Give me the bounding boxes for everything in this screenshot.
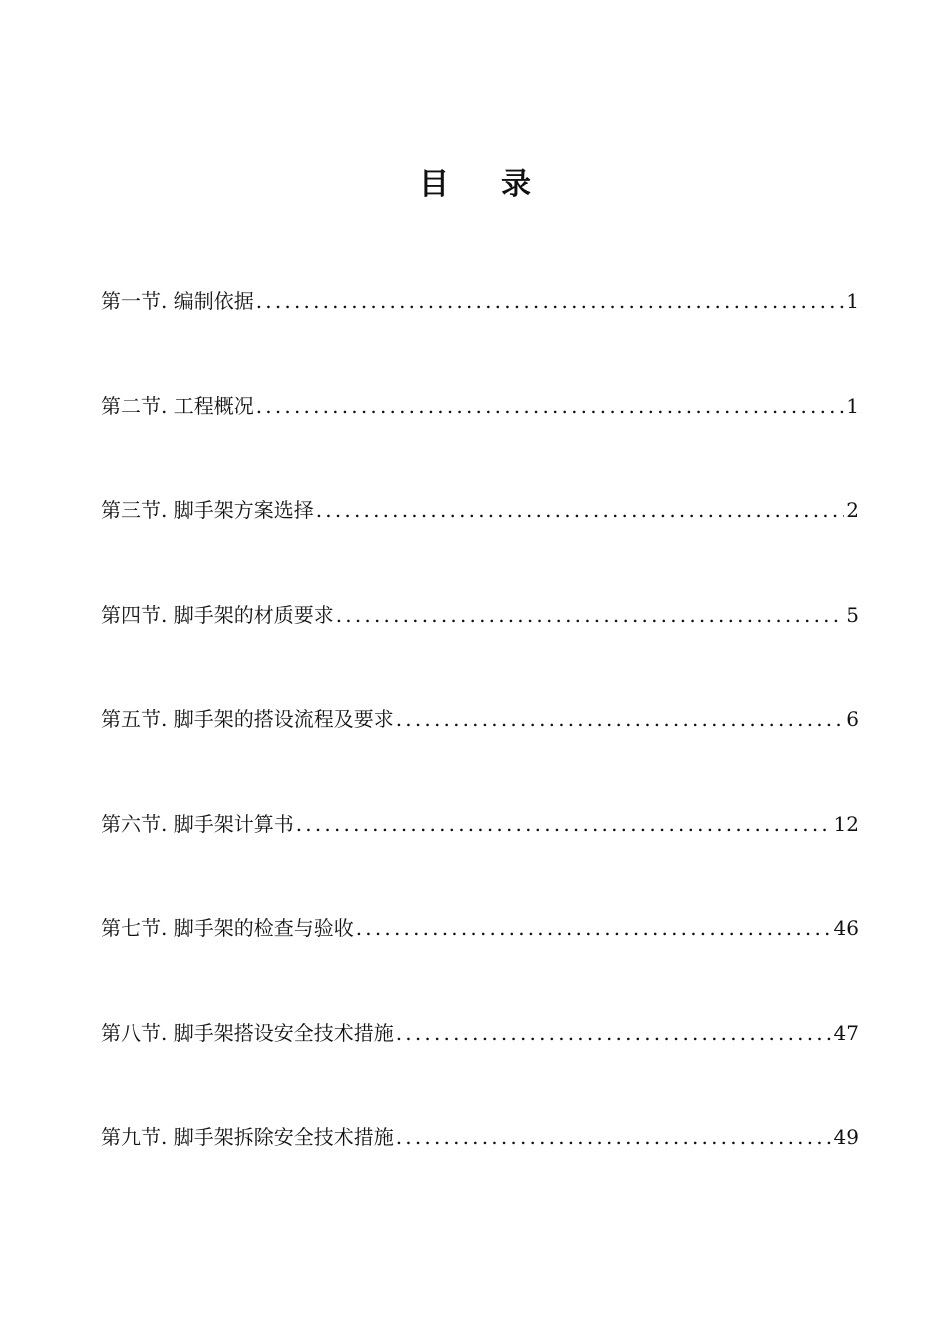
- toc-section-title: 脚手架计算书: [173, 811, 294, 836]
- toc-section-title: 脚手架拆除安全技术措施: [173, 1125, 394, 1149]
- toc-section-title: 脚手架的搭设流程及要求: [173, 707, 394, 731]
- toc-page-number: 2: [846, 498, 859, 522]
- toc-entry-label: [101, 807, 294, 841]
- toc-entry-label: [101, 284, 254, 318]
- toc-section-title: 脚手架的检查与验收: [173, 916, 354, 940]
- toc-section-title: 脚手架方案选择: [173, 498, 314, 522]
- toc-entry[interactable]: [101, 493, 859, 598]
- toc-page-number: 47: [833, 1020, 859, 1045]
- toc-entry-label: [101, 389, 254, 423]
- toc-section-title: 脚手架的材质要求: [173, 602, 334, 627]
- toc-entry-label: [101, 598, 334, 632]
- toc-entry[interactable]: [101, 1120, 859, 1225]
- toc-section-number: 第六节.: [101, 811, 168, 836]
- toc-page-number: 12: [833, 811, 859, 836]
- toc-page-number: 49: [833, 1125, 859, 1149]
- toc-section-title: 脚手架搭设安全技术措施: [173, 1020, 394, 1045]
- toc-page-number: 1: [846, 393, 859, 418]
- toc-page-number: 1: [846, 289, 859, 313]
- toc-entry[interactable]: [101, 702, 859, 807]
- title-char-1: 目: [419, 167, 449, 203]
- toc-section-number: 第九节.: [101, 1125, 168, 1149]
- toc-dot-leader: [256, 389, 845, 423]
- toc-dot-leader: [316, 493, 845, 527]
- toc-section-number: 第四节.: [101, 602, 168, 627]
- toc-section-number: 第七节.: [101, 916, 168, 940]
- toc-section-number: 第八节.: [101, 1020, 168, 1045]
- toc-section-title: 编制依据: [173, 289, 254, 313]
- title-char-2: 录: [501, 167, 531, 203]
- page-title: [0, 163, 950, 207]
- toc-dot-leader: [396, 702, 845, 736]
- toc-entry-label: [101, 493, 314, 527]
- toc-entry[interactable]: [101, 911, 859, 1016]
- toc-entry[interactable]: [101, 598, 859, 703]
- toc-entry[interactable]: [101, 389, 859, 494]
- toc-section-title: 工程概况: [173, 393, 254, 418]
- toc-entry[interactable]: [101, 284, 859, 389]
- toc-entry-label: [101, 911, 354, 945]
- toc-page-number: 46: [833, 916, 859, 940]
- toc-entry-label: [101, 1120, 394, 1154]
- toc-dot-leader: [296, 807, 832, 841]
- toc-dot-leader: [336, 598, 845, 632]
- toc-section-number: 第一节.: [101, 289, 168, 313]
- table-of-contents: [101, 284, 859, 1225]
- toc-entry-label: [101, 702, 394, 736]
- toc-entry-label: [101, 1016, 394, 1050]
- toc-entry[interactable]: [101, 1016, 859, 1121]
- toc-dot-leader: [256, 284, 845, 318]
- toc-section-number: 第二节.: [101, 393, 168, 418]
- toc-dot-leader: [356, 911, 832, 945]
- toc-section-number: 第五节.: [101, 707, 168, 731]
- toc-page-number: 6: [846, 707, 859, 731]
- toc-dot-leader: [396, 1120, 832, 1154]
- toc-entry[interactable]: [101, 807, 859, 912]
- toc-page-number: 5: [846, 602, 859, 627]
- toc-section-number: 第三节.: [101, 498, 168, 522]
- toc-dot-leader: [396, 1016, 832, 1050]
